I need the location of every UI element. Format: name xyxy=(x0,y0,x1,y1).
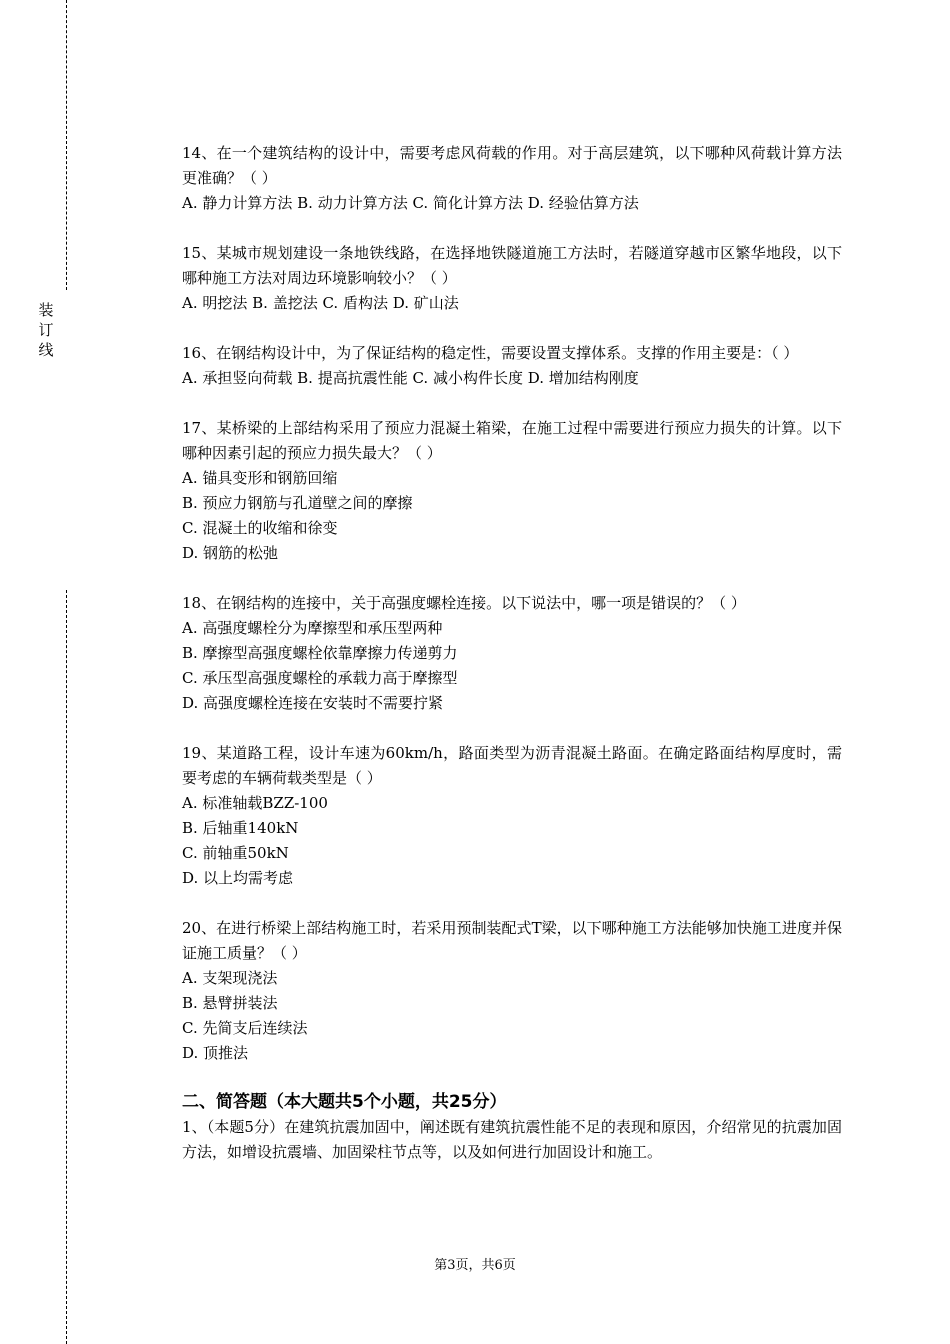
question-stem: 17、某桥梁的上部结构采用了预应力混凝土箱梁，在施工过程中需要进行预应力损失的计算。以下哪种因素引起的预应力损失最大？（ ） xyxy=(182,419,842,462)
question-option-b: B. 预应力钢筋与孔道壁之间的摩擦 xyxy=(182,494,413,512)
question-stem: 15、某城市规划建设一条地铁线路，在选择地铁隧道施工方法时，若隧道穿越市区繁华地段，以下哪种施工方法对周边环境影响较小？（ ） xyxy=(182,244,842,287)
question-17 xyxy=(182,416,842,566)
binding-line-top xyxy=(66,0,67,290)
question-15 xyxy=(182,241,842,316)
question-option-a: A. 高强度螺栓分为摩擦型和承压型两种 xyxy=(182,619,443,637)
question-stem: 16、在钢结构设计中，为了保证结构的稳定性，需要设置支撑体系。支撑的作用主要是：（ ） xyxy=(182,344,799,362)
question-option-c: C. 前轴重50kN xyxy=(182,844,289,862)
question-18 xyxy=(182,591,842,716)
binding-label xyxy=(36,300,56,360)
short-answer-question-1: 1、（本题5分）在建筑抗震加固中，阐述既有建筑抗震性能不足的表现和原因，介绍常见的抗震加固方法，如增设抗震墙、加固梁柱节点等，以及如何进行加固设计和施工。 xyxy=(182,1118,842,1161)
binding-label-char: 线 xyxy=(38,341,54,359)
question-option-b: B. 摩擦型高强度螺栓依靠摩擦力传递剪力 xyxy=(182,644,458,662)
question-option-d: D. 钢筋的松弛 xyxy=(182,544,279,562)
question-options: A. 承担竖向荷载 B. 提高抗震性能 C. 减小构件长度 D. 增加结构刚度 xyxy=(182,369,639,387)
question-stem: 14、在一个建筑结构的设计中，需要考虑风荷载的作用。对于高层建筑，以下哪种风荷载计算方法更准确？（ ） xyxy=(182,144,842,187)
binding-label-char: 装 xyxy=(38,301,54,319)
question-option-c: C. 承压型高强度螺栓的承载力高于摩擦型 xyxy=(182,669,458,687)
question-16 xyxy=(182,341,842,391)
section-title-short-answer: 二、简答题（本大题共5个小题，共25分） xyxy=(182,1092,507,1112)
question-option-a: A. 锚具变形和钢筋回缩 xyxy=(182,469,338,487)
question-option-d: D. 高强度螺栓连接在安装时不需要拧紧 xyxy=(182,694,444,712)
question-stem: 18、在钢结构的连接中，关于高强度螺栓连接。以下说法中，哪一项是错误的？（ ） xyxy=(182,594,746,612)
question-20 xyxy=(182,916,842,1066)
question-option-b: B. 悬臂拼装法 xyxy=(182,994,278,1012)
question-option-d: D. 以上均需考虑 xyxy=(182,869,294,887)
question-option-d: D. 顶推法 xyxy=(182,1044,249,1062)
question-option-b: B. 后轴重140kN xyxy=(182,819,299,837)
question-14 xyxy=(182,141,842,216)
question-option-c: C. 先简支后连续法 xyxy=(182,1019,308,1037)
exam-content xyxy=(182,141,842,1165)
binding-label-char: 订 xyxy=(38,321,54,339)
question-options: A. 明挖法 B. 盖挖法 C. 盾构法 D. 矿山法 xyxy=(182,294,459,312)
question-stem: 19、某道路工程，设计车速为60km/h，路面类型为沥青混凝土路面。在确定路面结构厚度时，需要考虑的车辆荷载类型是（ ） xyxy=(182,744,842,787)
page-number: 第3页，共6页 xyxy=(434,1258,516,1273)
question-19 xyxy=(182,741,842,891)
question-options: A. 静力计算方法 B. 动力计算方法 C. 简化计算方法 D. 经验估算方法 xyxy=(182,194,639,212)
question-stem: 20、在进行桥梁上部结构施工时，若采用预制装配式T梁，以下哪种施工方法能够加快施工进度并保证施工质量？（ ） xyxy=(182,919,842,962)
question-option-a: A. 支架现浇法 xyxy=(182,969,278,987)
binding-line-bottom xyxy=(66,590,67,1344)
question-option-a: A. 标准轴载BZZ-100 xyxy=(182,794,328,812)
question-option-c: C. 混凝土的收缩和徐变 xyxy=(182,519,338,537)
